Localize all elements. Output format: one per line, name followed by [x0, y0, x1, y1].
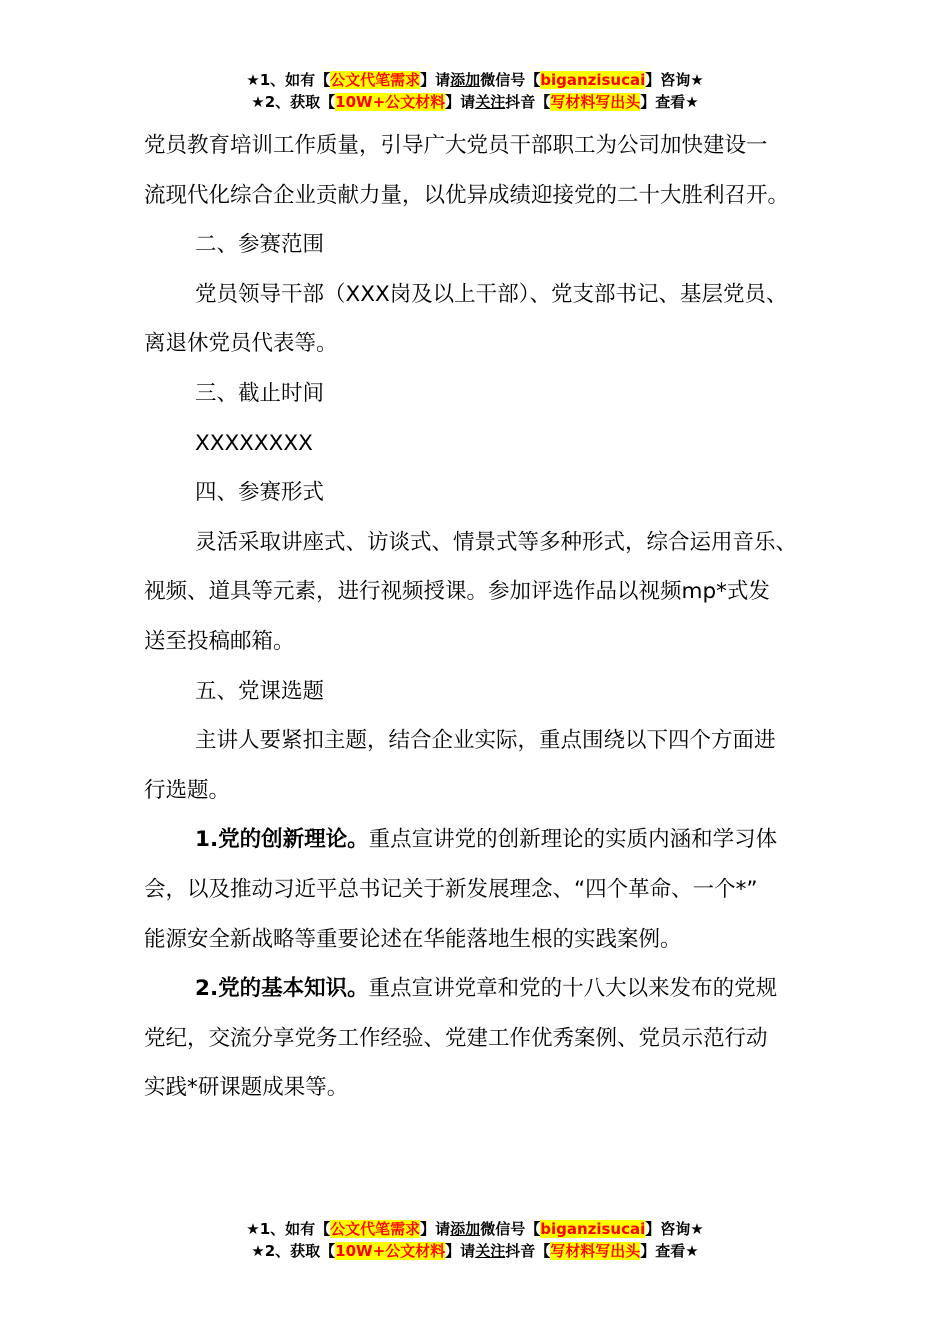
star-icon: ★ [685, 93, 699, 111]
banner-line-2: ★2、获取【10W+公文材料】请关注抖音【写材料写出头】查看★ [251, 1242, 699, 1260]
highlight-wechat-id: biganzisucai [540, 1220, 646, 1238]
highlight-writing-service: 公文代笔需求 [330, 1220, 421, 1238]
header-banner [0, 69, 950, 113]
deadline-value: XXXXXXXX [195, 430, 313, 456]
banner-line-1: ★1、如有【公文代笔需求】请添加微信号【biganzisucai】咨询★ [246, 1220, 704, 1238]
paragraph-line: 视频、道具等元素，进行视频授课。参加评选作品以视频mp*式发 [144, 579, 770, 605]
paragraph-line: 会，以及推动习近平总书记关于新发展理念、“四个革命、一个*” [144, 876, 758, 902]
topic-item-2: 2.党的基本知识。重点宣讲党章和党的十八大以来发布的党规 [195, 976, 778, 1002]
star-icon: ★ [685, 1242, 699, 1260]
paragraph-line: 流现代化综合企业贡献力量，以优异成绩迎接党的二十大胜利召开。 [144, 182, 790, 208]
star-icon: ★ [690, 71, 704, 89]
highlight-wechat-id: biganzisucai [540, 71, 646, 89]
paragraph-line: 党纪，交流分享党务工作经验、党建工作优秀案例、党员示范行动 [144, 1025, 768, 1051]
highlight-materials: 10W+公文材料 [335, 93, 446, 111]
topic-item-1: 1.党的创新理论。重点宣讲党的创新理论的实质内涵和学习体 [195, 827, 778, 853]
section-heading-scope: 二、参赛范围 [195, 232, 325, 258]
star-icon: ★ [246, 71, 260, 89]
star-icon: ★ [251, 1242, 265, 1260]
paragraph-line: 灵活采取讲座式、访谈式、情景式等多种形式，综合运用音乐、 [195, 529, 798, 555]
star-icon: ★ [690, 1220, 704, 1238]
section-heading-format: 四、参赛形式 [195, 480, 325, 506]
highlight-materials: 10W+公文材料 [335, 1242, 446, 1260]
highlight-writing-service: 公文代笔需求 [330, 71, 421, 89]
section-heading-topics: 五、党课选题 [195, 678, 325, 704]
topic-item-2-title: 2.党的基本知识。 [195, 976, 369, 1002]
footer-banner [0, 1218, 950, 1262]
paragraph-line: 行选题。 [144, 777, 231, 803]
document-body [144, 121, 824, 1113]
banner-line-1: ★1、如有【公文代笔需求】请添加微信号【biganzisucai】咨询★ [246, 71, 704, 89]
banner-line-2: ★2、获取【10W+公文材料】请关注抖音【写材料写出头】查看★ [251, 93, 699, 111]
paragraph-line: 送至投稿邮箱。 [144, 628, 295, 654]
highlight-douyin-account: 写材料写出头 [550, 93, 641, 111]
paragraph-line: 能源安全新战略等重要论述在华能落地生根的实践案例。 [144, 926, 682, 952]
paragraph-line: 实践*研课题成果等。 [144, 1075, 349, 1101]
section-heading-deadline: 三、截止时间 [195, 380, 325, 406]
paragraph-line: 主讲人要紧扣主题，结合企业实际，重点围绕以下四个方面进 [195, 728, 776, 754]
paragraph-line: 党员教育培训工作质量，引导广大党员干部职工为公司加快建设一 [144, 133, 768, 158]
paragraph-line: 离退休党员代表等。 [144, 331, 338, 357]
star-icon: ★ [251, 93, 265, 111]
paragraph-line: 党员领导干部（XXX岗及以上干部）、党支部书记、基层党员、 [195, 281, 788, 307]
highlight-douyin-account: 写材料写出头 [550, 1242, 641, 1260]
star-icon: ★ [246, 1220, 260, 1238]
topic-item-1-title: 1.党的创新理论。 [195, 827, 369, 853]
